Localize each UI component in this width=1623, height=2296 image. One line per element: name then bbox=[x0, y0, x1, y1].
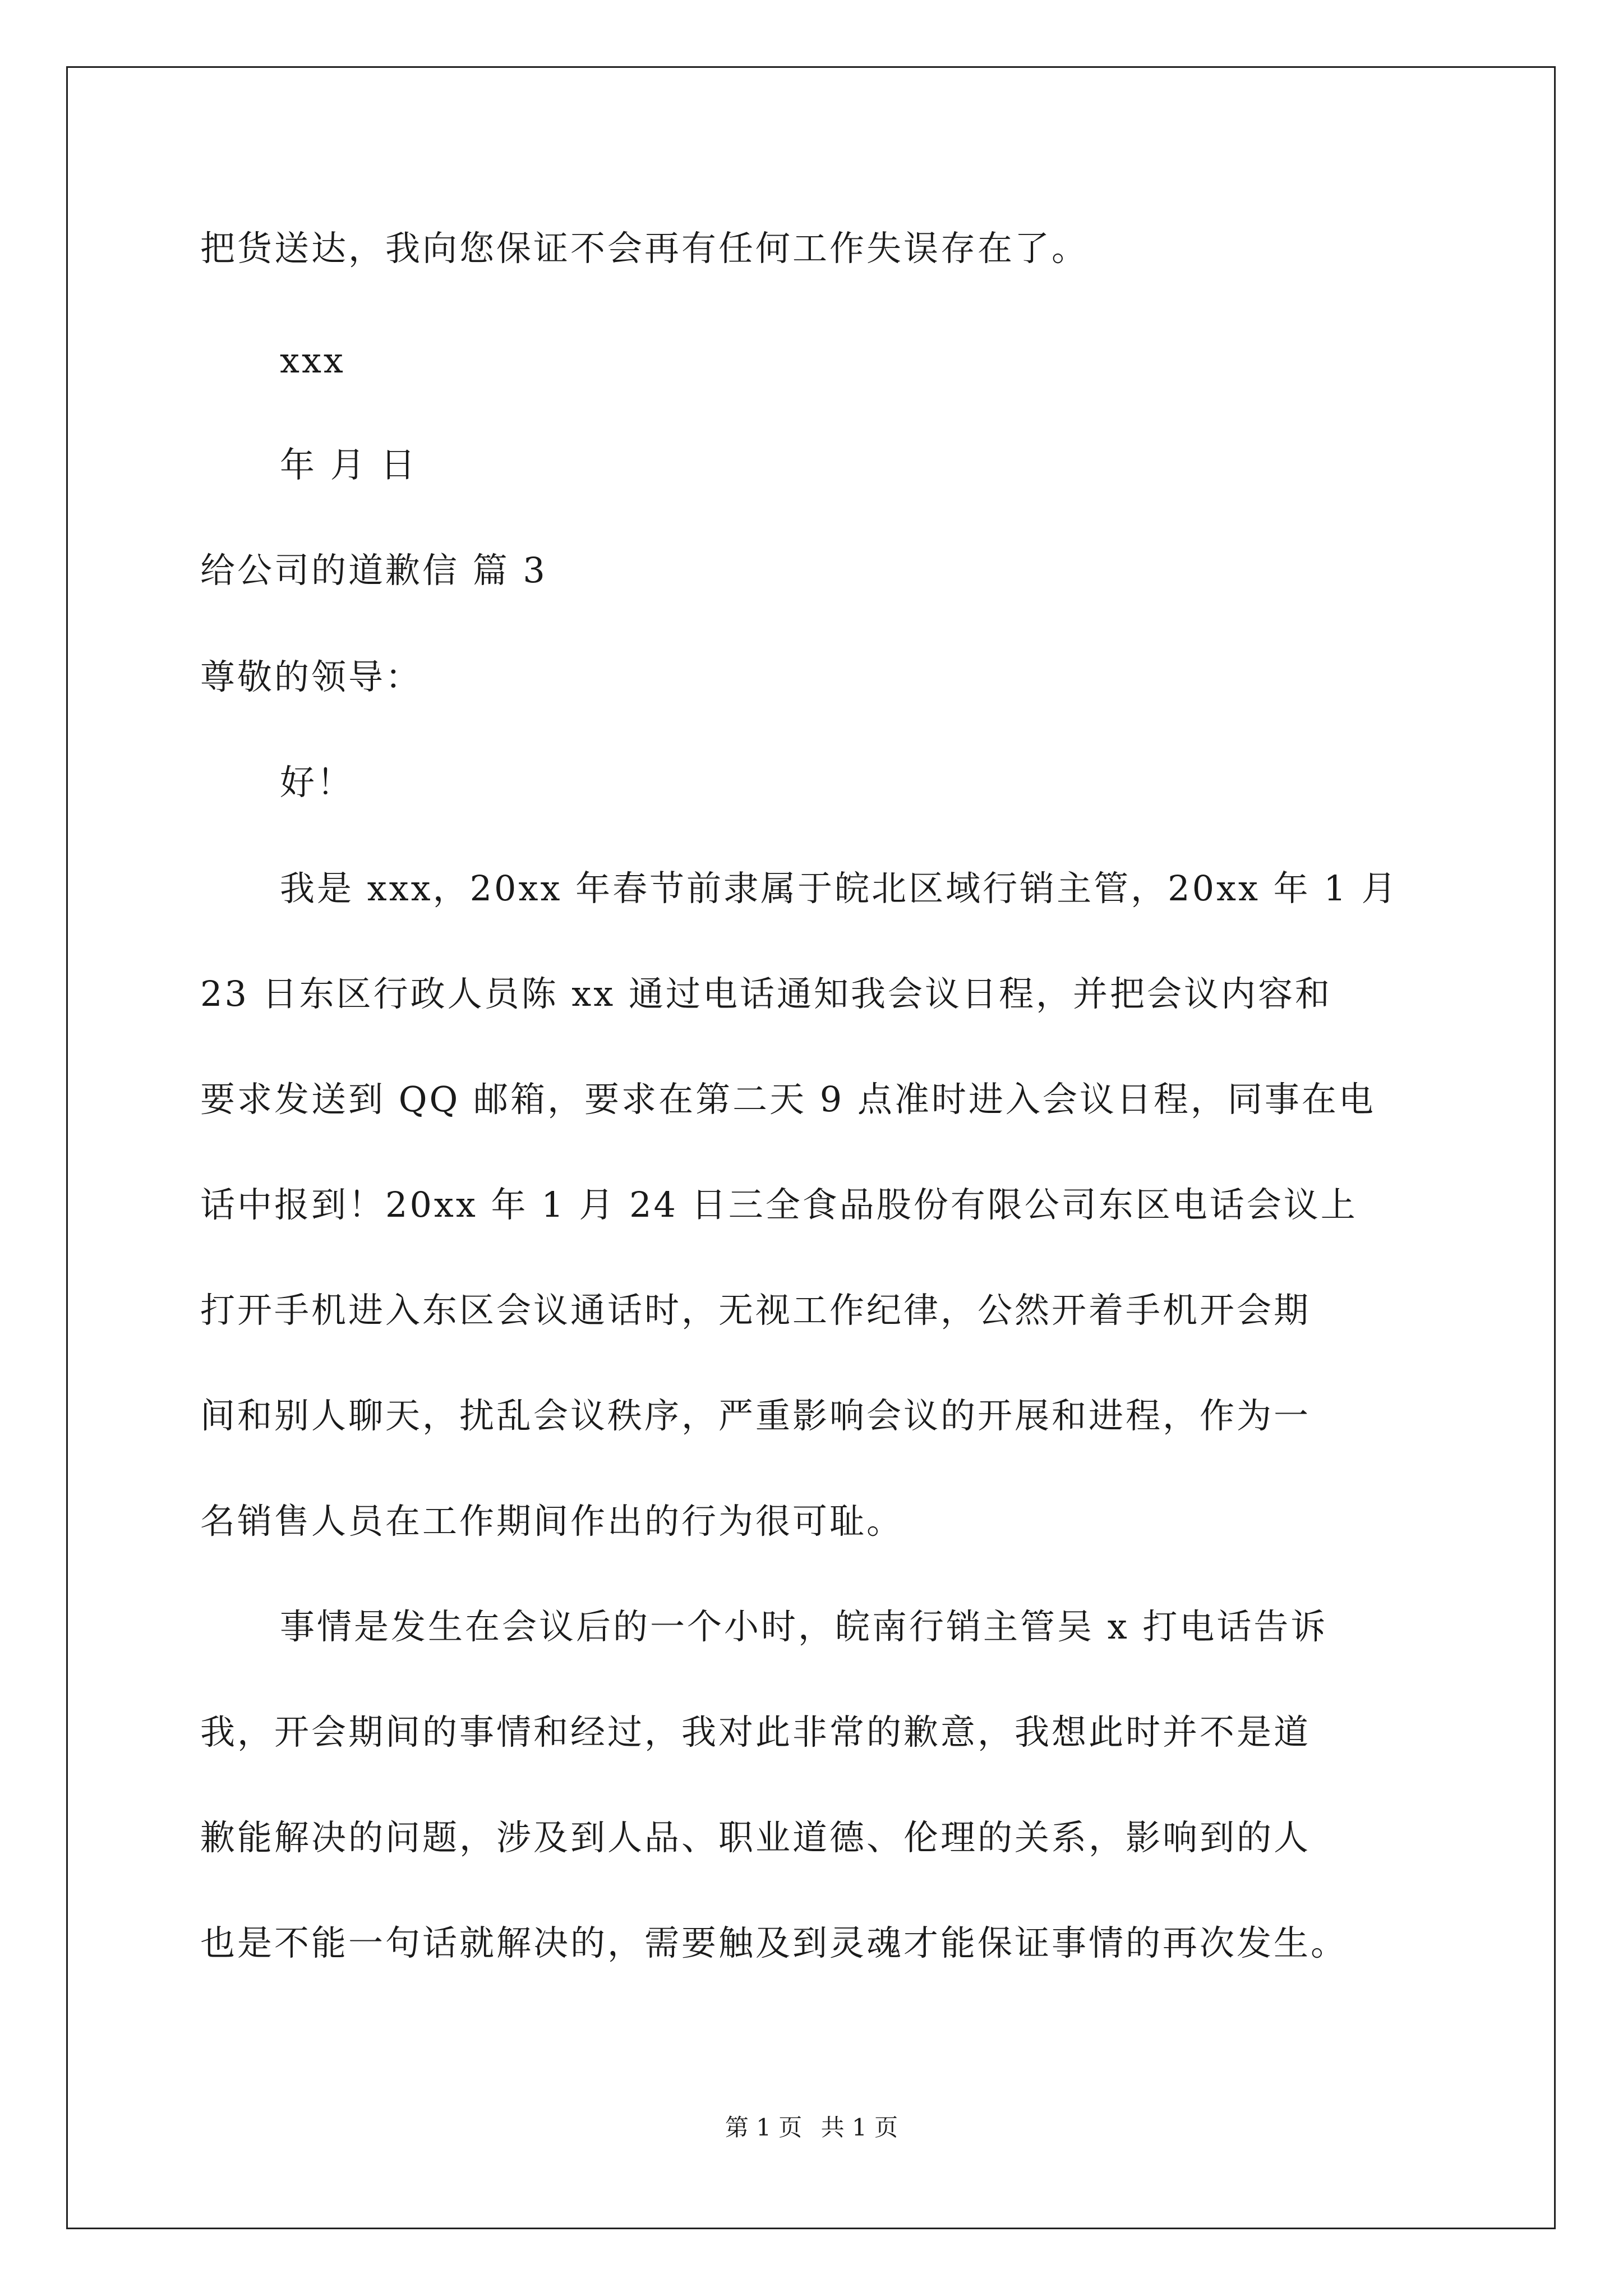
signature-name: xxx bbox=[280, 340, 345, 381]
paragraph-1-line-1: 我是 xxx，20xx 年春节前隶属于皖北区域行销主管，20xx 年 1 月 bbox=[280, 868, 1399, 909]
page-border bbox=[66, 66, 1556, 2229]
paragraph-2-line-4: 也是不能一句话就解决的，需要触及到灵魂才能保证事情的再次发生。 bbox=[200, 1922, 1348, 1963]
paragraph-1-line-3: 要求发送到 QQ 邮箱，要求在第二天 9 点准时进入会议日程，同事在电 bbox=[200, 1079, 1376, 1120]
section-heading: 给公司的道歉信 篇 3 bbox=[200, 550, 547, 591]
paragraph-2-line-2: 我，开会期间的事情和经过，我对此非常的歉意，我想此时并不是道 bbox=[200, 1711, 1311, 1752]
paragraph-1-line-4: 话中报到！20xx 年 1 月 24 日三全食品股份有限公司东区电话会议上 bbox=[200, 1184, 1358, 1225]
salutation: 尊敬的领导： bbox=[200, 656, 423, 697]
paragraph-1-line-6: 间和别人聊天，扰乱会议秩序，严重影响会议的开展和进程，作为一 bbox=[200, 1395, 1311, 1436]
page-footer bbox=[0, 2109, 1623, 2143]
paragraph-1-line-2: 23 日东区行政人员陈 xx 通过电话通知我会议日程，并把会议内容和 bbox=[200, 973, 1332, 1014]
body-line-1: 把货送达，我向您保证不会再有任何工作失误存在了。 bbox=[200, 228, 1089, 269]
signature-date: 年 月 日 bbox=[280, 444, 418, 485]
greeting: 好！ bbox=[280, 762, 354, 803]
paragraph-2-line-1: 事情是发生在会议后的一个小时，皖南行销主管吴 x 打电话告诉 bbox=[280, 1606, 1328, 1647]
paragraph-1-line-7: 名销售人员在工作期间作出的行为很可耻。 bbox=[200, 1501, 904, 1542]
paragraph-1-line-5: 打开手机进入东区会议通话时，无视工作纪律，公然开着手机开会期 bbox=[200, 1290, 1311, 1331]
paragraph-2-line-3: 歉能解决的问题，涉及到人品、职业道德、伦理的关系，影响到的人 bbox=[200, 1817, 1311, 1858]
page-number: 第 1 页 bbox=[725, 2114, 803, 2141]
page-total: 共 1 页 bbox=[820, 2114, 898, 2141]
